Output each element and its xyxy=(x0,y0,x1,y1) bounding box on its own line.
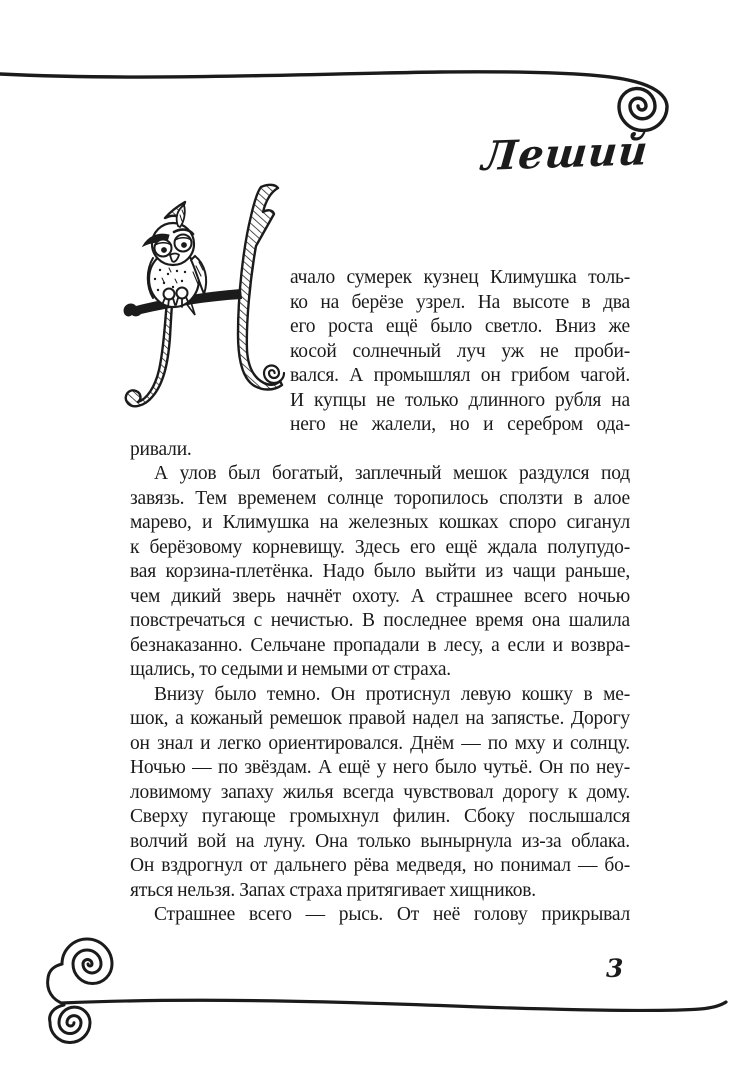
text-line: завязь. Тем временем солнце торопилось сползти в алое xyxy=(130,487,630,509)
text-line: ривали. xyxy=(130,438,192,460)
bottom-lower-spiral xyxy=(50,1005,90,1043)
text-line: него не жалели, но и серебром ода- xyxy=(290,414,630,435)
text-line: косой солнечный луч уж не проби- xyxy=(290,340,630,362)
text-line: А улов был богатый, заплечный мешок раздулся под xyxy=(154,463,630,484)
text-line: его роста ещё было светло. Вниз же xyxy=(290,316,630,337)
text-line: повстречаться с нечистью. В последнее время она шалила xyxy=(130,610,630,631)
owl-left-pupil xyxy=(162,248,167,253)
text-line: И купцы не только длинного рубля на xyxy=(290,389,630,411)
text-line: волчий вой на луну. Она только вынырнула из-за облака. xyxy=(130,830,630,852)
page-number: 3 xyxy=(606,954,624,983)
text-line: Страшнее всего — рысь. От неё голову прикрывал xyxy=(154,904,630,925)
text-line: ко на берёзе узрел. На высоте в два xyxy=(290,291,630,313)
text-block xyxy=(130,266,630,928)
bottom-rule-line xyxy=(62,1000,726,1010)
owl-right-pupil xyxy=(182,243,187,248)
text-line: щались, то седыми и немыми от страха. xyxy=(130,659,451,680)
text-line: Ночью — по звёздам. А ещё у него было чутьё. Он по неу- xyxy=(130,757,630,778)
text-line: ачало сумерек кузнец Климушка толь- xyxy=(290,267,630,288)
text-line: вая корзина-плетёнка. Надо было выйти из чащи раньше, xyxy=(130,561,630,582)
bottom-upper-spiral xyxy=(48,939,112,1004)
text-line: Внизу было темно. Он протиснул левую кошку в ме- xyxy=(154,683,630,705)
text-line: безнаказанно. Сельчане пропадали в лесу, а если и возвра- xyxy=(130,634,630,656)
chapter-title: Леший xyxy=(480,127,651,180)
text-line: Сверху пугающе громыхнул филин. Сбоку послышался xyxy=(130,806,630,827)
text-line: яться нельзя. Запах страха притягивает хищников. xyxy=(130,879,536,901)
text-line: чем дикий зверь начнёт охоту. А страшнее всего ночью xyxy=(130,585,630,607)
text-line: марево, и Климушка на железных кошках споро сиганул xyxy=(130,512,630,533)
text-line: к берёзовому корневищу. Здесь его ещё ждала полупудо- xyxy=(130,536,630,558)
text-line: вался. А промышлял он грибом чагой. xyxy=(290,365,630,386)
text-line: шок, а кожаный ремешок правой надел на запястье. Дорогу xyxy=(130,708,630,729)
bottom-rule-double-spiral-ornament xyxy=(0,920,729,1080)
text-line: он знал и легко ориентировался. Днём — по мху и солнцу. xyxy=(130,732,630,754)
text-line: Он вздрогнул от дальнего рёва медведя, но понимал — бо- xyxy=(130,855,630,876)
text-line: ловимому запаху жилья всегда чувствовал дорогу к дому. xyxy=(130,781,630,803)
